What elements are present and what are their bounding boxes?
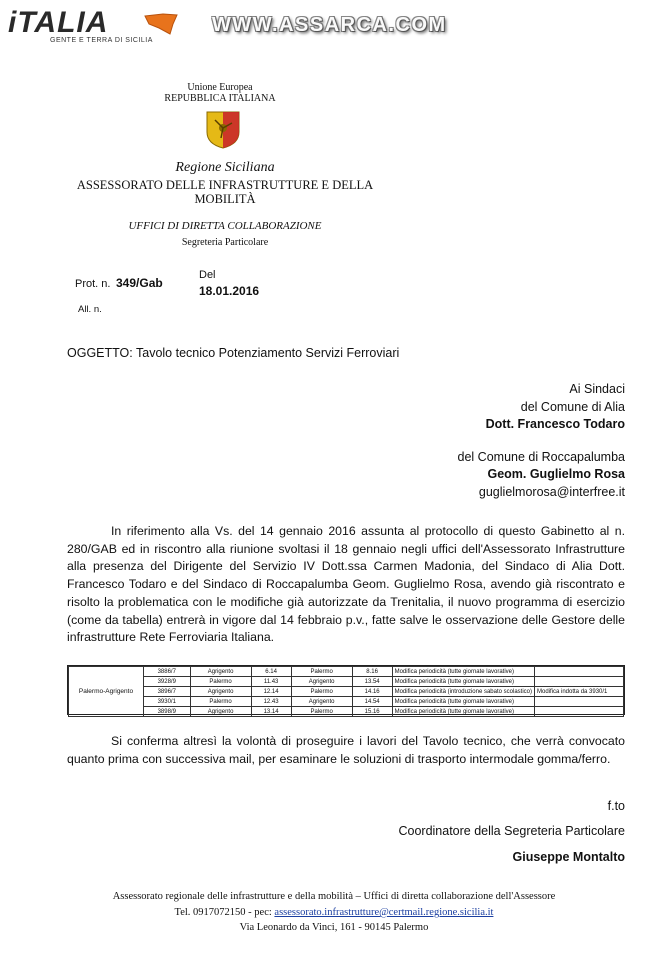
arrival-time: 13.54 [352,677,392,687]
protocol-number: 349/Gab [116,276,163,290]
letterhead-republic: REPUBBLICA ITALIANA [164,93,276,104]
destination: Palermo [291,687,352,697]
change-note: Modifica periodicità (tutte giornate lavorative) [392,707,534,717]
departure-time: 11.43 [251,677,291,687]
signature-fto: f.to [607,799,625,813]
logo-subtitle: GENTE E TERRA DI SICILIA [50,37,153,44]
extra-note [535,667,624,677]
destination: Palermo [291,707,352,717]
route-cell: Palermo-Agrigento [69,667,144,717]
destination: Agrigento [291,677,352,687]
arrival-time: 14.16 [352,687,392,697]
site-url[interactable]: WWW.ASSARCA.COM [212,14,447,36]
departure-time: 6.14 [251,667,291,677]
origin: Agrigento [190,667,251,677]
logo-text: iTALIA [8,6,109,39]
arrival-time: 8.16 [352,667,392,677]
table-row [69,677,624,687]
site-logo[interactable] [8,8,108,38]
body-paragraph: Si conferma altresì la volontà di proseguire i lavori del Tavolo tecnico, che verrà convocato quanto prima con successiva mail, per esaminare le soluzioni di trasporto intermodale gomma/ferro. [67,734,625,766]
train-number: 3930/1 [144,697,191,707]
change-note: Modifica periodicità (tutte giornate lavorative) [392,697,534,707]
change-note: Modifica periodicità (tutte giornate lavorative) [392,677,534,687]
recipient-email[interactable]: guglielmorosa@interfree.it [478,485,625,499]
change-note: Modifica periodicità (introduzione sabato scolastico) [392,687,534,697]
recipient-line: del Comune di Roccapalumba [457,450,625,464]
recipient-name: Geom. Guglielmo Rosa [487,467,625,481]
letterhead-office: UFFICI DI DIRETTA COLLABORAZIONE [128,220,322,232]
origin: Palermo [190,677,251,687]
footer-address: Via Leonardo da Vinci, 161 - 90145 Palermo [239,922,429,933]
departure-time: 12.43 [251,697,291,707]
footer-line: Assessorato regionale delle infrastrutture e della mobilità – Uffici di diretta collaborazione dell'Assessore [112,891,556,902]
schedule-table [67,665,625,715]
sicily-map-icon [143,12,179,36]
train-number: 3928/9 [144,677,191,687]
protocol-label: Prot. n. [75,278,111,290]
extra-note [535,707,624,717]
subject-line: OGGETTO: Tavolo tecnico Potenziamento Servizi Ferroviari [67,346,400,360]
departure-time: 13.14 [251,707,291,717]
train-number: 3896/7 [144,687,191,697]
protocol-date-label: Del [199,269,216,281]
recipient-line: del Comune di Alia [520,400,625,414]
destination: Palermo [291,667,352,677]
letterhead-region: Regione Siciliana [175,160,275,175]
origin: Agrigento [190,687,251,697]
letterhead-union: Unione Europea [187,82,253,93]
departure-time: 12.14 [251,687,291,697]
signature-title: Coordinatore della Segreteria Particolare [398,824,625,838]
table-row [69,707,624,717]
table-row [69,697,624,707]
attachments-label: All. n. [78,304,102,315]
extra-note: Modifica indotta da 3930/1 [535,687,624,697]
arrival-time: 14.54 [352,697,392,707]
origin: Agrigento [190,707,251,717]
train-number: 3898/9 [144,707,191,717]
table-row [69,667,624,677]
letterhead-secretariat: Segreteria Particolare [181,237,269,248]
signature-name: Giuseppe Montalto [512,850,625,864]
body-paragraph: In riferimento alla Vs. del 14 gennaio 2016 assunta al protocollo di questo Gabinetto al n. 280/GAB ed in riscontro alla riunione svoltasi il 18 gennaio negli uffici dell'Assessorato Infrastrutture alla presenza del Dirigente del Servizio IV Dott.ssa Carmen Madonia, del Sindaco di Alia Dott. Francesco Todaro e del Sindaco di Roccapalumba Geom. Guglielmo Rosa, avendo già riscontrato e risolto la problematica con le modifiche già autorizzate da Trenitalia, il nuovo programma di esercizio (come da tabella) entrerà in vigore dal 14 febbraio p.v., fatte salve le osservazione delle Gestore delle infrastrutture Rete Ferroviaria Italiana. [67,524,625,645]
recipient-line: Ai Sindaci [569,382,625,396]
extra-note [535,697,624,707]
origin: Palermo [190,697,251,707]
letterhead-department: ASSESSORATO DELLE INFRASTRUTTURE E DELLA MOBILITÀ [76,178,374,206]
change-note: Modifica periodicità (tutte giornate lavorative) [392,667,534,677]
footer-phone: Tel. 0917072150 - pec: [174,907,272,918]
arrival-time: 15.16 [352,707,392,717]
table-row [69,687,624,697]
extra-note [535,677,624,687]
destination: Agrigento [291,697,352,707]
sicily-crest-icon [205,110,241,150]
recipient-name: Dott. Francesco Todaro [485,417,625,431]
train-number: 3886/7 [144,667,191,677]
footer-contact [40,907,628,918]
protocol-date: 18.01.2016 [199,284,260,298]
footer-pec-link[interactable]: assessorato.infrastrutture@certmail.regione.sicilia.it [274,907,494,918]
